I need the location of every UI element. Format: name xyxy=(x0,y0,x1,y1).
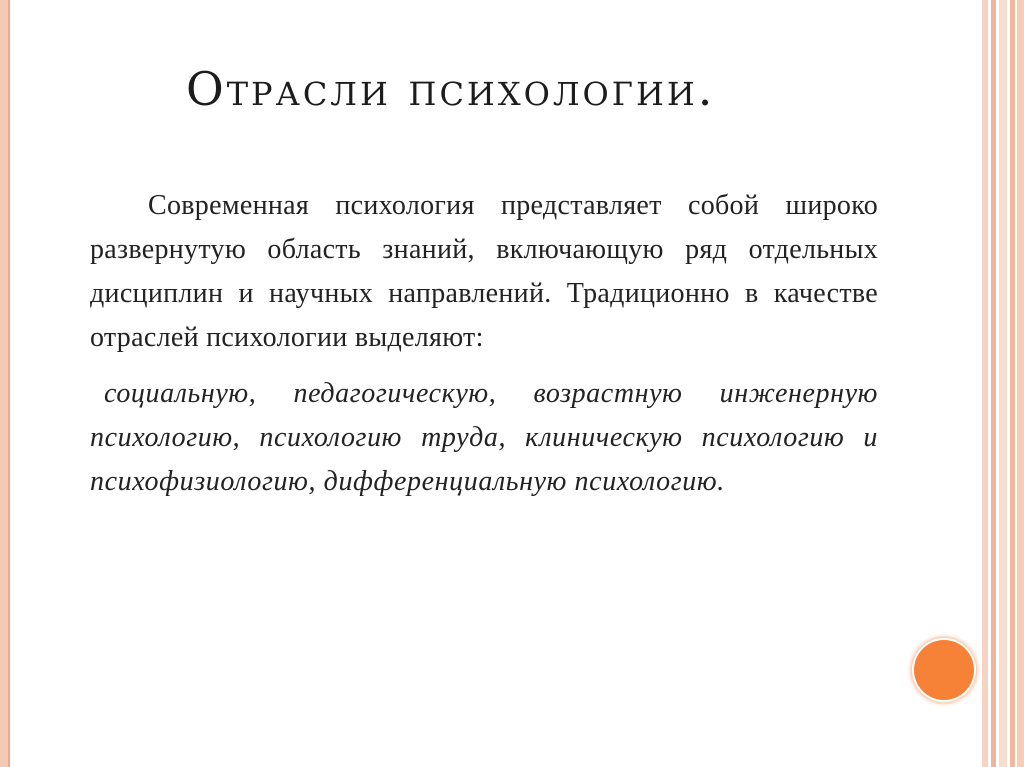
slide-title: Отрасли психологии. xyxy=(186,62,716,116)
slide-body xyxy=(90,184,878,504)
intro-paragraph: Современная психология представляет собой широко развернутую область знаний, включающую ряд отдельных дисциплин и научных направлений. Традиционно в качестве отраслей психологии выделяют: xyxy=(90,190,878,353)
right-border-stripes xyxy=(982,0,1024,767)
branches-paragraph: социальную, педагогическую, возрастную инженерную психологию, психологию труда, клиническую психологию и психофизиологию, дифференциальную психологию. xyxy=(90,378,878,497)
left-border-stripe xyxy=(0,0,10,767)
orange-circle-decoration xyxy=(914,640,974,700)
